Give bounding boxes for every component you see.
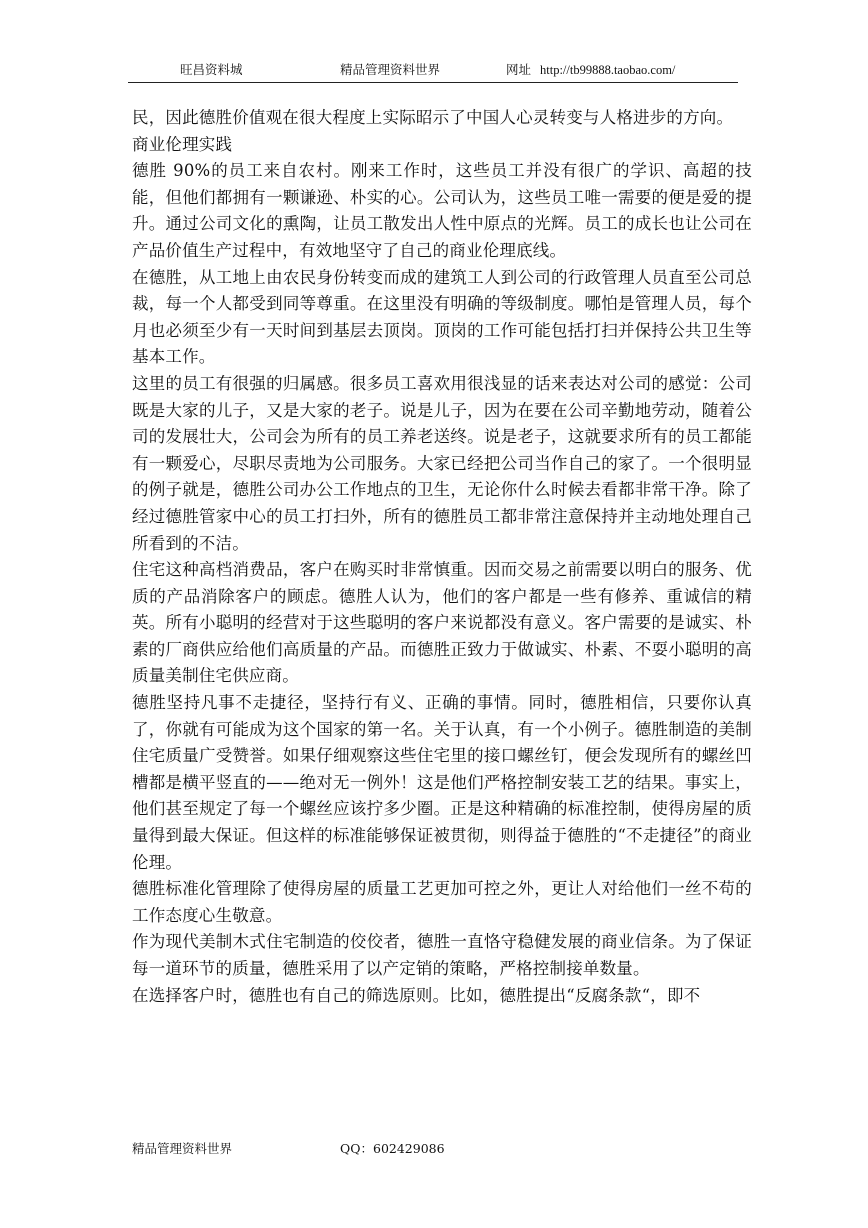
header-url-link[interactable]: http://tb99888.taobao.com/ <box>540 63 676 77</box>
paragraph: 德胜坚持凡事不走捷径，坚持行有义、正确的事情。同时，德胜相信，只要你认真了，你就有可能成为这个国家的第一名。关于认真，有一个小例子。德胜制造的美制住宅质量广受赞誉。如果仔细观察这些住宅里的接口螺丝钉，便会发现所有的螺丝凹槽都是横平竖直的——绝对无一例外！这是他们严格控制安装工艺的结果。事实上，他们甚至规定了每一个螺丝应该拧多少圈。正是这种精确的标准控制，使得房屋的质量得到最大保证。但这样的标准能够保证被贯彻，则得益于德胜的“不走捷径”的商业伦理。 <box>132 693 752 872</box>
paragraph: 住宅这种高档消费品，客户在购买时非常慎重。因而交易之前需要以明白的服务、优质的产品消除客户的顾虑。德胜人认为，他们的客户都是一些有修养、重诚信的精英。所有小聪明的经营对于这些聪明的客户来说都没有意义。客户需要的是诚实、朴素的厂商供应给他们高质量的产品。而德胜正致力于做诚实、朴素、不耍小聪明的高质量美制住宅供应商。 <box>132 560 752 686</box>
document-body <box>132 105 752 1009</box>
header-shop-name: 旺昌资料城 <box>180 62 243 77</box>
page-header <box>128 58 738 83</box>
paragraph: 作为现代美制木式住宅制造的佼佼者，德胜一直恪守稳健发展的商业信条。为了保证每一道环节的质量，德胜采用了以产定销的策略，严格控制接单数量。 <box>132 932 752 978</box>
footer-site-name: 精品管理资料世界 <box>132 1141 233 1156</box>
footer-qq-number: QQ：602429086 <box>340 1141 445 1156</box>
section-heading: 商业伦理实践 <box>132 134 233 154</box>
paragraph: 民，因此德胜价值观在很大程度上实际昭示了中国人心灵转变与人格进步的方向。 <box>132 108 734 127</box>
paragraph: 德胜 90%的员工来自农村。刚来工作时，这些员工并没有很广的学识、高超的技能，但他们都拥有一颗谦逊、朴实的心。公司认为，这些员工唯一需要的便是爱的提升。通过公司文化的熏陶，让员工散发出人性中原点的光辉。员工的成长也让公司在产品价值生产过程中，有效地坚守了自己的商业伦理底线。 <box>132 161 752 260</box>
paragraph: 德胜标准化管理除了使得房屋的质量工艺更加可控之外，更让人对给他们一丝不苟的工作态度心生敬意。 <box>132 879 752 925</box>
paragraph: 在德胜，从工地上由农民身份转变而成的建筑工人到公司的行政管理人员直至公司总裁，每一个人都受到同等尊重。在这里没有明确的等级制度。哪怕是管理人员，每个月也必须至少有一天时间到基层去顶岗。顶岗的工作可能包括打扫并保持公共卫生等基本工作。 <box>132 267 752 367</box>
page-footer <box>132 1138 732 1160</box>
paragraph: 这里的员工有很强的归属感。很多员工喜欢用很浅显的话来表达对公司的感觉：公司既是大家的儿子，又是大家的老子。说是儿子，因为在要在公司辛勤地劳动，随着公司的发展壮大，公司会为所有的员工养老送终。说是老子，这就要求所有的员工都能有一颗爱心，尽职尽责地为公司服务。大家已经把公司当作自己的家了。一个很明显的例子就是，德胜公司办公工作地点的卫生，无论你什么时候去看都非常干净。除了经过德胜管家中心的员工打扫外，所有的德胜员工都非常注意保持并主动地处理自己所看到的不洁。 <box>132 373 752 553</box>
paragraph: 在选择客户时，德胜也有自己的筛选原则。比如，德胜提出“反腐条款“，即不 <box>132 985 701 1005</box>
header-url-label: 网址 <box>506 62 532 77</box>
header-site-name: 精品管理资料世界 <box>340 62 441 77</box>
